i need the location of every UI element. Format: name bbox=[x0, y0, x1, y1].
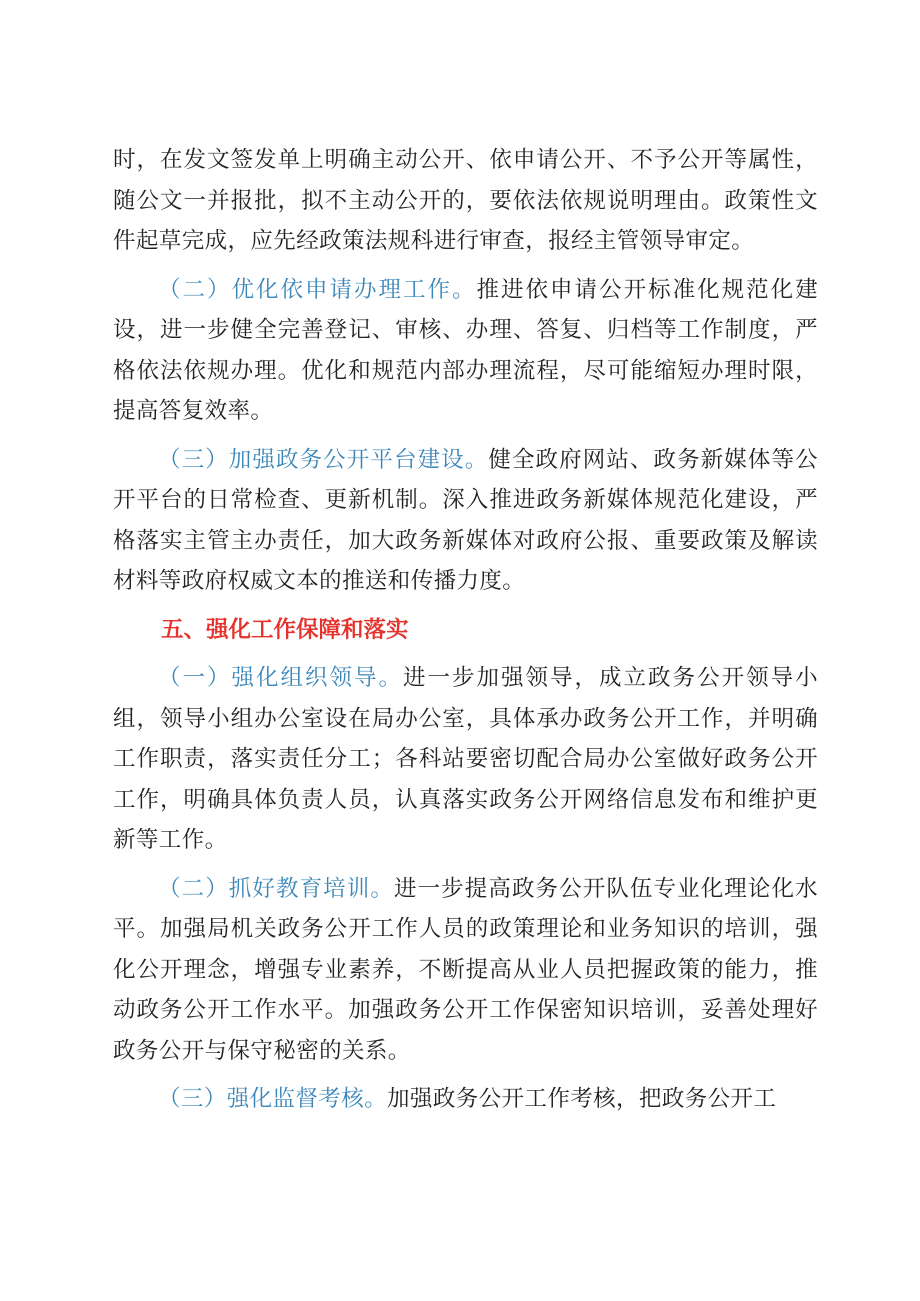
subheading-optimize-application: （二）优化依申请办理工作。 bbox=[158, 276, 477, 303]
paragraph-education-training bbox=[113, 869, 818, 1072]
paragraph-optimize-application bbox=[113, 270, 818, 432]
subheading-platform-construction: （三）加强政务公开平台建设。 bbox=[158, 446, 489, 473]
paragraph-supervision-assessment bbox=[113, 1079, 818, 1120]
paragraph-platform-construction bbox=[113, 440, 818, 602]
paragraph-body: 加强政务公开工作考核，把政务公开工 bbox=[387, 1086, 777, 1112]
paragraph-continued bbox=[113, 140, 818, 262]
paragraph-body: 健全政府网站、政务新媒体等公开平台的日常检查、更新机制。深入推进政务新媒体规范化建设，严格落实主管主办责任，加大政务新媒体对政府公报、重要政策及解读材料等政府权威文本的推送和传播力度。 bbox=[113, 446, 818, 594]
section-heading-five: 五、强化工作保障和落实 bbox=[161, 616, 409, 643]
subheading-organization-leadership: （一）强化组织领导。 bbox=[158, 665, 404, 691]
paragraph-body: 进一步提高政务公开队伍专业化理论化水平。加强局机关政务公开工作人员的政策理论和业务知识的培训，强化公开理念，增强专业素养，不断提高从业人员把握政策的能力，推动政务公开工作水平。加强政务公开工作保密知识培训，妥善处理好政务公开与保守秘密的关系。 bbox=[113, 875, 818, 1064]
subheading-education-training: （二）抓好教育培训。 bbox=[158, 875, 394, 902]
paragraph-body: 进一步加强领导，成立政务公开领导小组，领导小组办公室设在局办公室，具体承办政务公开工作，并明确工作职责，落实责任分工；各科站要密切配合局办公室做好政务公开工作，明确具体负责人员，认真落实政务公开网络信息发布和维护更新等工作。 bbox=[113, 665, 818, 853]
paragraph-body: 时，在发文签发单上明确主动公开、依申请公开、不予公开等属性，随公文一并报批，拟不主动公开的，要依法依规说明理由。政策性文件起草完成，应先经政策法规科进行审查，报经主管领导审定。 bbox=[113, 147, 818, 254]
subheading-supervision-assessment: （三）强化监督考核。 bbox=[158, 1086, 388, 1112]
paragraph-organization-leadership bbox=[113, 658, 818, 861]
document-page bbox=[113, 140, 818, 1120]
paragraph-body: 推进依申请公开标准化规范化建设，进一步健全完善登记、审核、办理、答复、归档等工作制度，严格依法依规办理。优化和规范内部办理流程，尽可能缩短办理时限，提高答复效率。 bbox=[113, 276, 818, 424]
